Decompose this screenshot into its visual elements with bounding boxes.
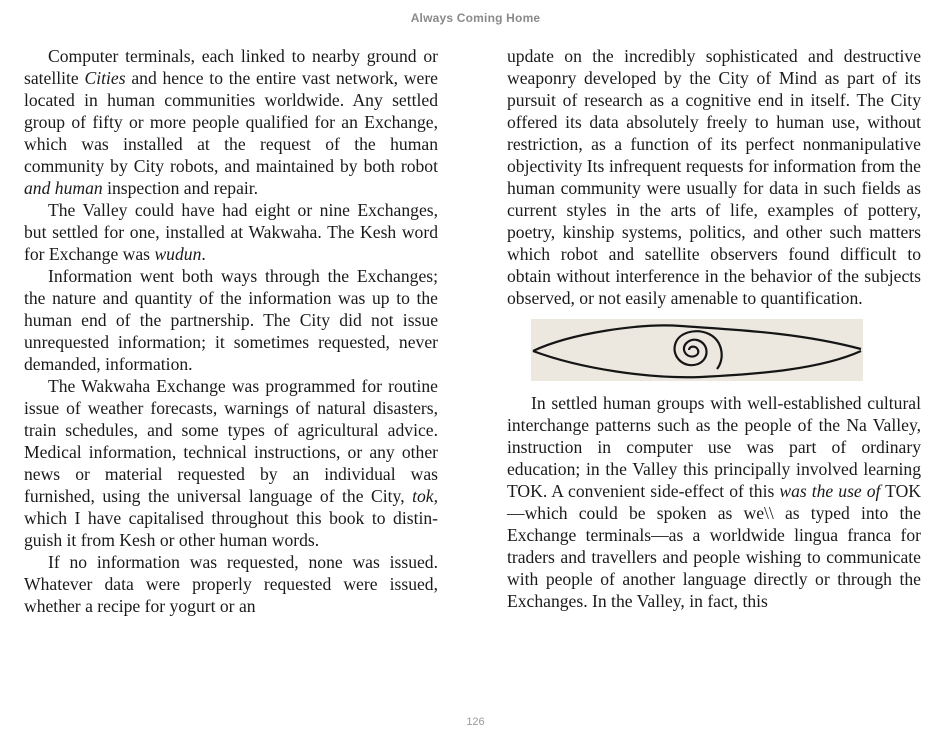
paragraph: If no information was requested, none was issued. Whatever data were properly requested were issued, whether a recipe for yogurt or an — [24, 552, 438, 616]
paragraph — [507, 392, 921, 612]
text-run: TOK—which could be spoken as we\\ as typed into the Exchange terminals—as a worldwide lingua franca for traders and travellers and people wishing to communicate with people of another language directly or through the Exchanges. In the Valley, in fact, this — [507, 481, 921, 611]
text-run: . — [201, 244, 206, 264]
paragraph: update on the incredibly sophisticated and destructive weaponry developed by the City of Mind as part of its pursuit of research as a cognitive end in itself. The City offered its data absolutely freely to human use, without restriction, as a function of its perfect nonmanipulative objectivity Its infrequent requests for information from the human community were usually for data in such fields as current styles in the arts of life, examples of pottery, poetry, kinship systems, politics, and other such matters which robot and satellite observers found difficult to obtain without interference in the behavior of the subjects observed, or not easily amenable to quantification. — [507, 46, 921, 308]
italic-text: tok, — [412, 486, 438, 506]
paragraph — [24, 199, 438, 265]
text-run: The Wakwaha Exchange was programmed for routine issue of weather forecasts, warnings of natural disasters, train schedules, and some types of agricultural advice. Medical information, technical instructions, or any other news or material requested by an individual was furnished, using the universal language of the City, — [24, 376, 438, 506]
page-number: 126 — [466, 716, 485, 728]
spiral-eye-icon — [531, 319, 863, 381]
italic-text: wudun — [154, 244, 202, 264]
spiral — [675, 331, 722, 369]
left-text-column — [24, 45, 438, 617]
italic-text: was the use of — [779, 481, 881, 501]
text-run: which I have capitalised throughout this book to distinguish it from Kesh or other human words. — [24, 508, 438, 550]
text-run: inspection and repair. — [102, 178, 259, 198]
right-text-column — [507, 45, 921, 612]
text-run: Computer terminals, each linked to nearby ground or satellite — [24, 46, 438, 88]
text-run: The Valley could have had eight or nine Exchanges, but settled for one, installed at Wakwaha. The Kesh word for Exchange was — [24, 200, 438, 264]
paragraph — [24, 45, 438, 199]
text-run: In settled human groups with well-established cultural interchange patterns such as the people of the Na Valley, instruction in computer use was part of ordinary education; in the Valley this principally involved learning TOK. A convenient side-effect of this — [507, 393, 921, 501]
italic-text: and human — [24, 178, 103, 198]
book-title: Always Coming Home — [410, 11, 541, 25]
spiral-illustration — [531, 319, 863, 381]
text-run: and hence to the entire vast network, were located in human communities worldwide. Any settled group of fifty or more people qualified for an Exchange, which was installed at the request of the human community by City robots, and maintained by both robot — [24, 68, 438, 176]
paragraph — [24, 375, 438, 551]
paragraph: Information went both ways through the Exchanges; the nature and quantity of the information was up to the human end of the partnership. The City did not issue unrequested information; it sometimes requested, never demanded, information. — [24, 266, 438, 374]
italic-text: Cities — [84, 68, 126, 88]
